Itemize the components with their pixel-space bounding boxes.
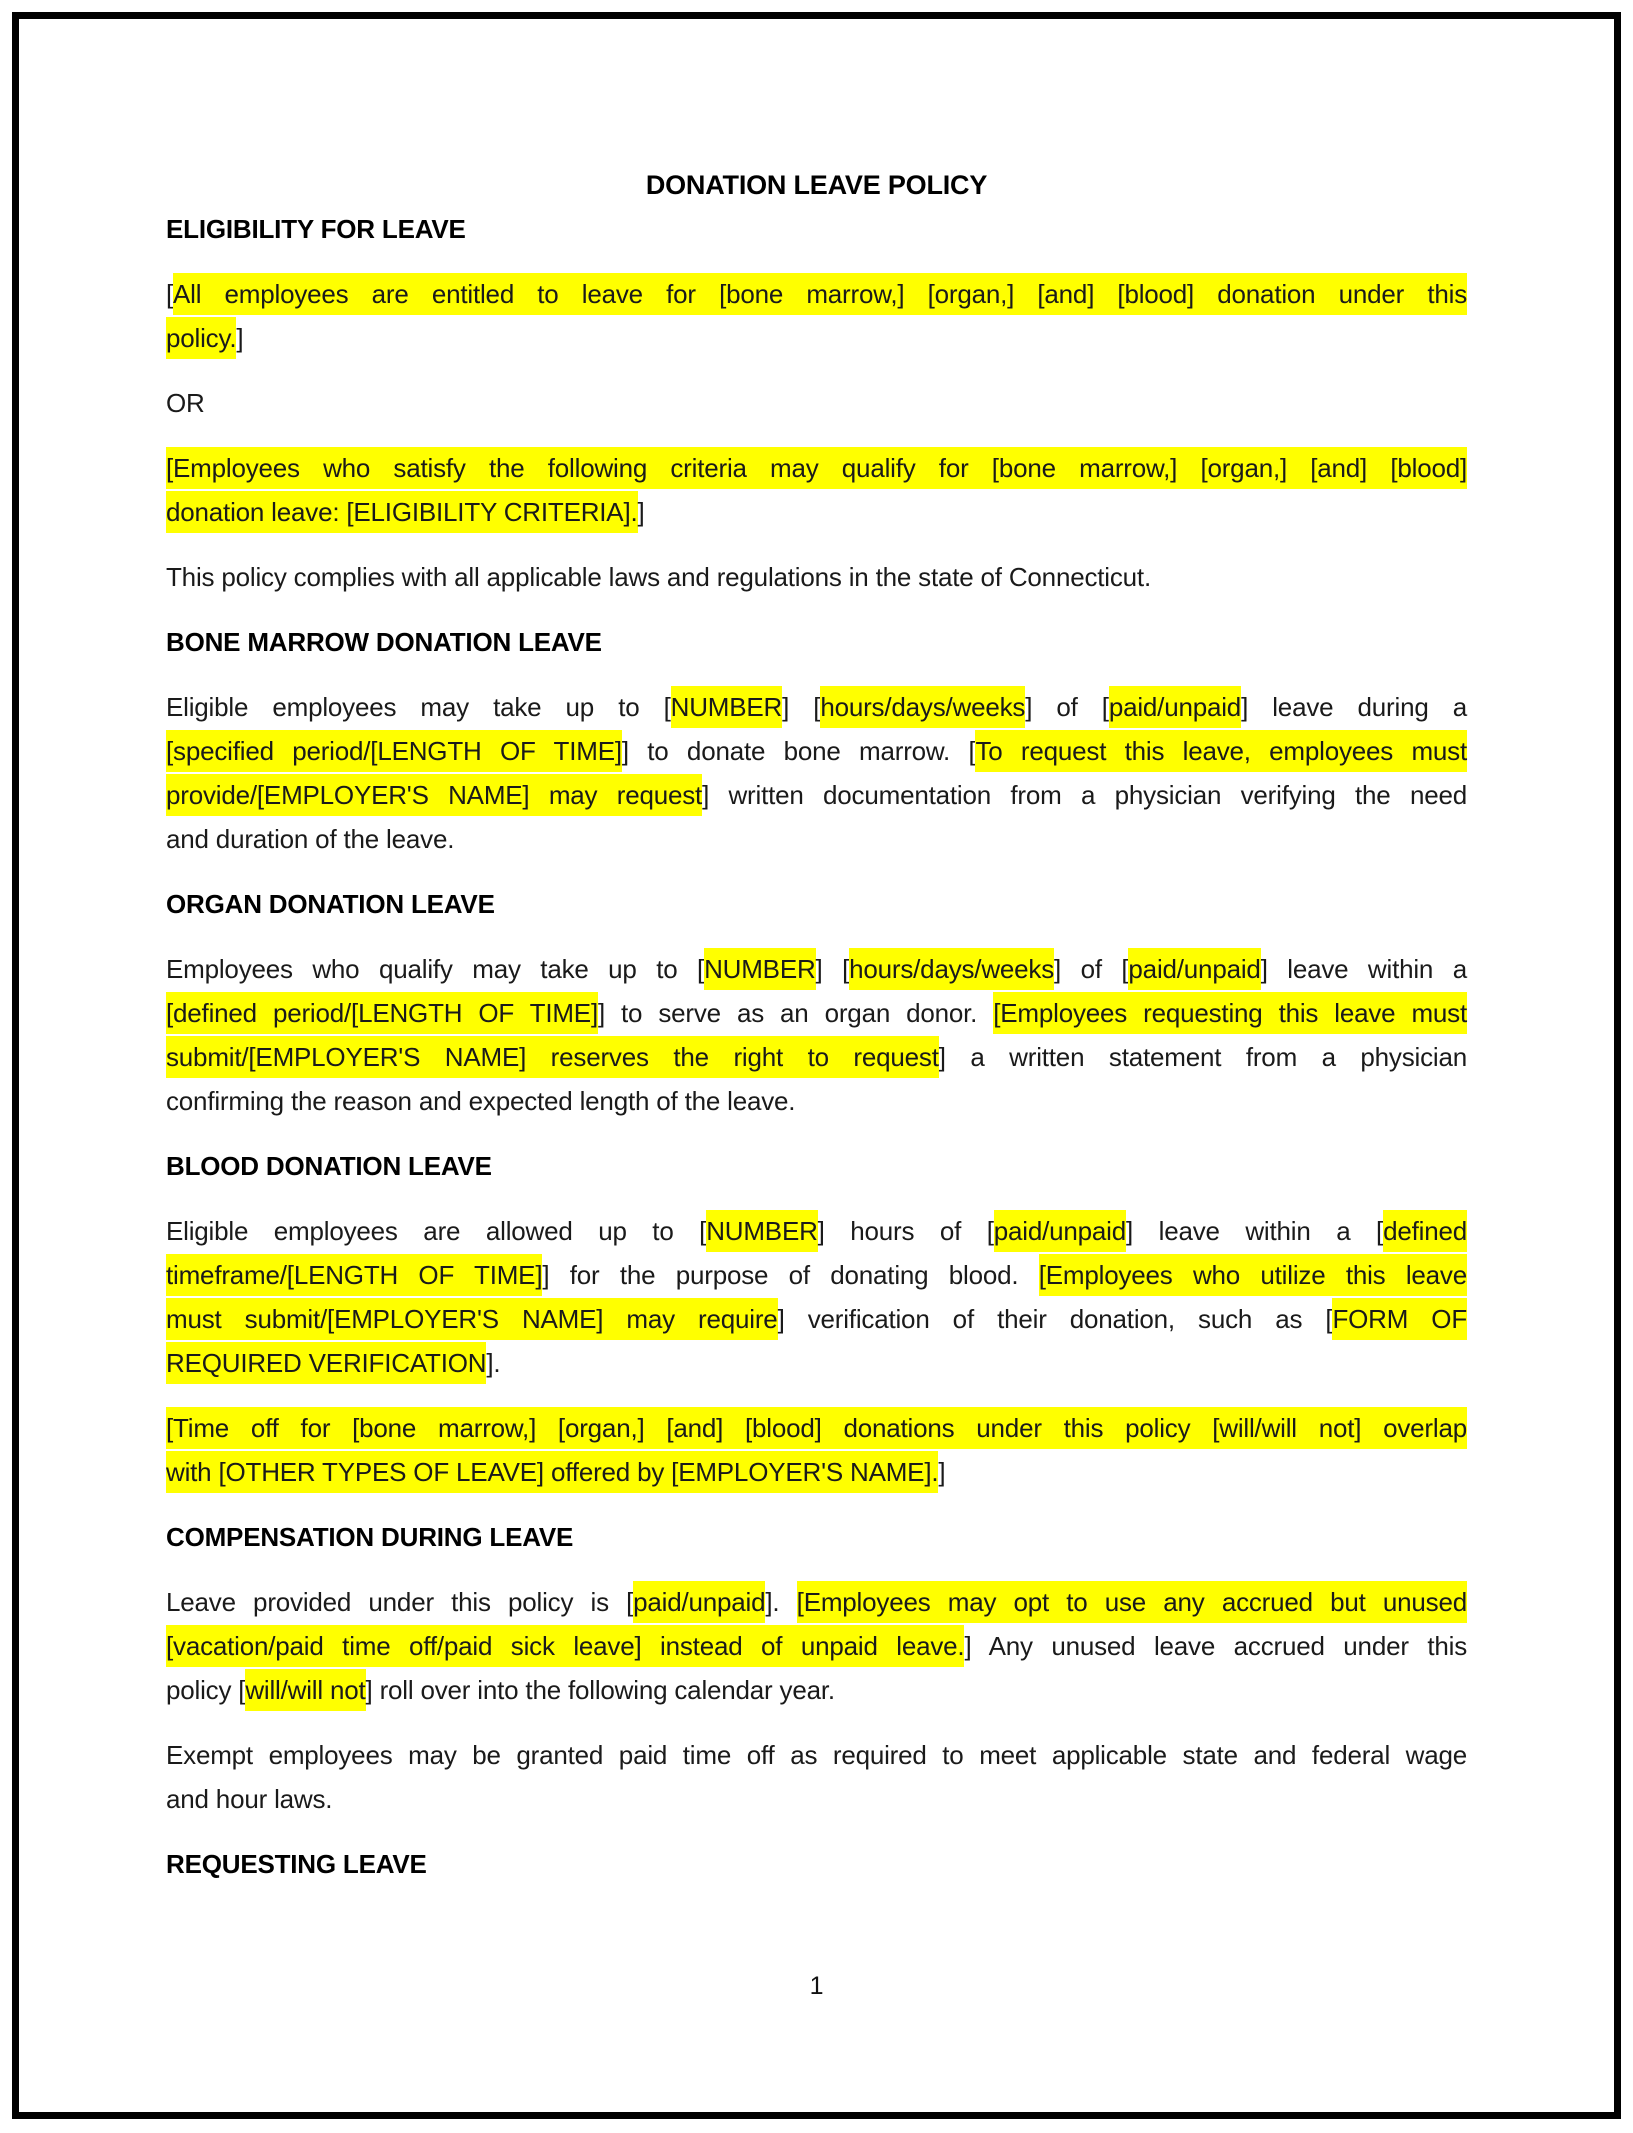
paragraph xyxy=(166,685,1467,861)
text-run: Eligible employees are allowed up to [ xyxy=(166,1216,707,1246)
text-line xyxy=(166,316,1467,360)
highlighted-text: To request this leave, employees must xyxy=(975,730,1467,772)
section-heading: BONE MARROW DONATION LEAVE xyxy=(166,627,602,657)
text-line xyxy=(166,381,1467,425)
text-run: ] leave within a [ xyxy=(1126,1216,1384,1246)
paragraph xyxy=(166,1733,1467,1821)
text-line xyxy=(166,991,1467,1035)
highlighted-text: [Employees requesting this leave must xyxy=(993,992,1467,1034)
highlighted-text: [Employees who utilize this leave xyxy=(1039,1254,1467,1296)
paragraph xyxy=(166,446,1467,534)
highlighted-text: All employees are entitled to leave for [bone marrow,] [organ,] [and] [blood] donation under this xyxy=(173,273,1467,315)
text-line xyxy=(166,555,1467,599)
text-line xyxy=(166,729,1467,773)
text-run: ] to donate bone marrow. [ xyxy=(621,736,976,766)
document-content xyxy=(166,0,1467,2008)
text-run: ] for the purpose of donating blood. xyxy=(542,1260,1039,1290)
text-run: ] to serve as an organ donor. xyxy=(597,998,994,1028)
text-line xyxy=(166,1580,1467,1624)
highlighted-text: [specified period/[LENGTH OF TIME] xyxy=(166,730,622,772)
highlighted-text: FORM OF xyxy=(1332,1298,1467,1340)
text-line xyxy=(166,1209,1467,1253)
text-run: OR xyxy=(166,388,205,418)
text-run: Employees who qualify may take up to [ xyxy=(166,954,705,984)
text-run: ] xyxy=(938,1457,946,1487)
highlighted-text: donation leave: [ELIGIBILITY CRITERIA]. xyxy=(166,491,638,533)
text-run: policy [ xyxy=(166,1675,246,1705)
paragraph xyxy=(166,1406,1467,1494)
paragraph xyxy=(166,272,1467,360)
highlighted-text: [defined period/[LENGTH OF TIME] xyxy=(166,992,598,1034)
highlighted-text: hours/days/weeks xyxy=(820,686,1025,728)
section-heading: ELIGIBILITY FOR LEAVE xyxy=(166,214,466,244)
highlighted-text: paid/unpaid xyxy=(1109,686,1241,728)
text-line xyxy=(166,1035,1467,1079)
text-line xyxy=(166,1733,1467,1777)
text-run: ]. xyxy=(765,1587,797,1617)
text-line xyxy=(166,817,1467,861)
highlighted-text: provide/[EMPLOYER'S NAME] may request xyxy=(166,774,702,816)
text-run: Eligible employees may take up to [ xyxy=(166,692,671,722)
highlighted-text: submit/[EMPLOYER'S NAME] reserves the right to request xyxy=(166,1036,939,1078)
paragraph xyxy=(166,1209,1467,1385)
text-run: ] roll over into the following calendar year. xyxy=(365,1675,835,1705)
section-heading: COMPENSATION DURING LEAVE xyxy=(166,1522,574,1552)
text-run: ] xyxy=(236,323,244,353)
text-run: and hour laws. xyxy=(166,1784,333,1814)
document-title: DONATION LEAVE POLICY xyxy=(645,170,988,200)
highlighted-text: timeframe/[LENGTH OF TIME] xyxy=(166,1254,542,1296)
text-run: ] of [ xyxy=(1054,954,1129,984)
highlighted-text: paid/unpaid xyxy=(1128,948,1260,990)
text-run: [ xyxy=(166,279,174,309)
section-heading: ORGAN DONATION LEAVE xyxy=(166,889,495,919)
text-run: ] Any unused leave accrued under this xyxy=(964,1631,1467,1661)
highlighted-text: [vacation/paid time off/paid sick leave] instead of unpaid leave. xyxy=(166,1625,964,1667)
text-line xyxy=(166,773,1467,817)
highlighted-text: policy. xyxy=(166,317,236,359)
text-run: ] leave within a xyxy=(1260,954,1467,984)
highlighted-text: hours/days/weeks xyxy=(849,948,1054,990)
text-line xyxy=(166,1406,1467,1450)
text-run: Exempt employees may be granted paid time off as required to meet applicable state and federal wage xyxy=(166,1740,1467,1770)
highlighted-text: defined xyxy=(1383,1210,1467,1252)
text-line xyxy=(166,490,1467,534)
page-number: 1 xyxy=(809,1972,824,2000)
text-run: ] a written statement from a physician xyxy=(938,1042,1467,1072)
highlighted-text: [Time off for [bone marrow,] [organ,] [and] [blood] donations under this policy [will/will not] overlap xyxy=(166,1407,1467,1449)
text-run: ] of [ xyxy=(1025,692,1109,722)
text-run: ] [ xyxy=(815,954,850,984)
text-line xyxy=(166,947,1467,991)
highlighted-text: paid/unpaid xyxy=(994,1210,1126,1252)
text-run: ]. xyxy=(486,1348,501,1378)
highlighted-text: [Employees who satisfy the following criteria may qualify for [bone marrow,] [organ,] [and] [blood] xyxy=(166,447,1467,489)
text-line xyxy=(166,1450,1467,1494)
section-heading: REQUESTING LEAVE xyxy=(166,1849,427,1879)
text-run: ] hours of [ xyxy=(817,1216,994,1246)
text-run: confirming the reason and expected length of the leave. xyxy=(166,1086,796,1116)
text-line xyxy=(166,1297,1467,1341)
highlighted-text: [Employees may opt to use any accrued but unused xyxy=(797,1581,1467,1623)
text-run: ] verification of their donation, such as [ xyxy=(777,1304,1333,1334)
paragraph xyxy=(166,947,1467,1123)
text-line xyxy=(166,272,1467,316)
text-line xyxy=(166,1341,1467,1385)
paragraph xyxy=(166,381,1467,425)
highlighted-text: paid/unpaid xyxy=(633,1581,765,1623)
highlighted-text: will/will not xyxy=(245,1669,365,1711)
paragraph xyxy=(166,555,1467,599)
highlighted-text: NUMBER xyxy=(706,1210,817,1252)
highlighted-text: must submit/[EMPLOYER'S NAME] may require xyxy=(166,1298,778,1340)
text-run: ] written documentation from a physician verifying the need xyxy=(702,780,1467,810)
text-line xyxy=(166,1253,1467,1297)
text-run: ] xyxy=(637,497,645,527)
section-heading: BLOOD DONATION LEAVE xyxy=(166,1151,492,1181)
text-run: This policy complies with all applicable laws and regulations in the state of Connecticut. xyxy=(166,562,1151,592)
text-line xyxy=(166,685,1467,729)
document-blocks xyxy=(166,207,1467,1886)
highlighted-text: with [OTHER TYPES OF LEAVE] offered by [EMPLOYER'S NAME]. xyxy=(166,1451,938,1493)
highlighted-text: REQUIRED VERIFICATION xyxy=(166,1342,486,1384)
text-line xyxy=(166,1668,1467,1712)
highlighted-text: NUMBER xyxy=(704,948,815,990)
paragraph xyxy=(166,1580,1467,1712)
text-line xyxy=(166,1777,1467,1821)
text-line xyxy=(166,1624,1467,1668)
text-line xyxy=(166,446,1467,490)
text-run: ] leave during a xyxy=(1241,692,1467,722)
text-line xyxy=(166,1079,1467,1123)
text-run: Leave provided under this policy is [ xyxy=(166,1587,634,1617)
text-run: ] [ xyxy=(782,692,821,722)
text-run: and duration of the leave. xyxy=(166,824,455,854)
highlighted-text: NUMBER xyxy=(671,686,782,728)
